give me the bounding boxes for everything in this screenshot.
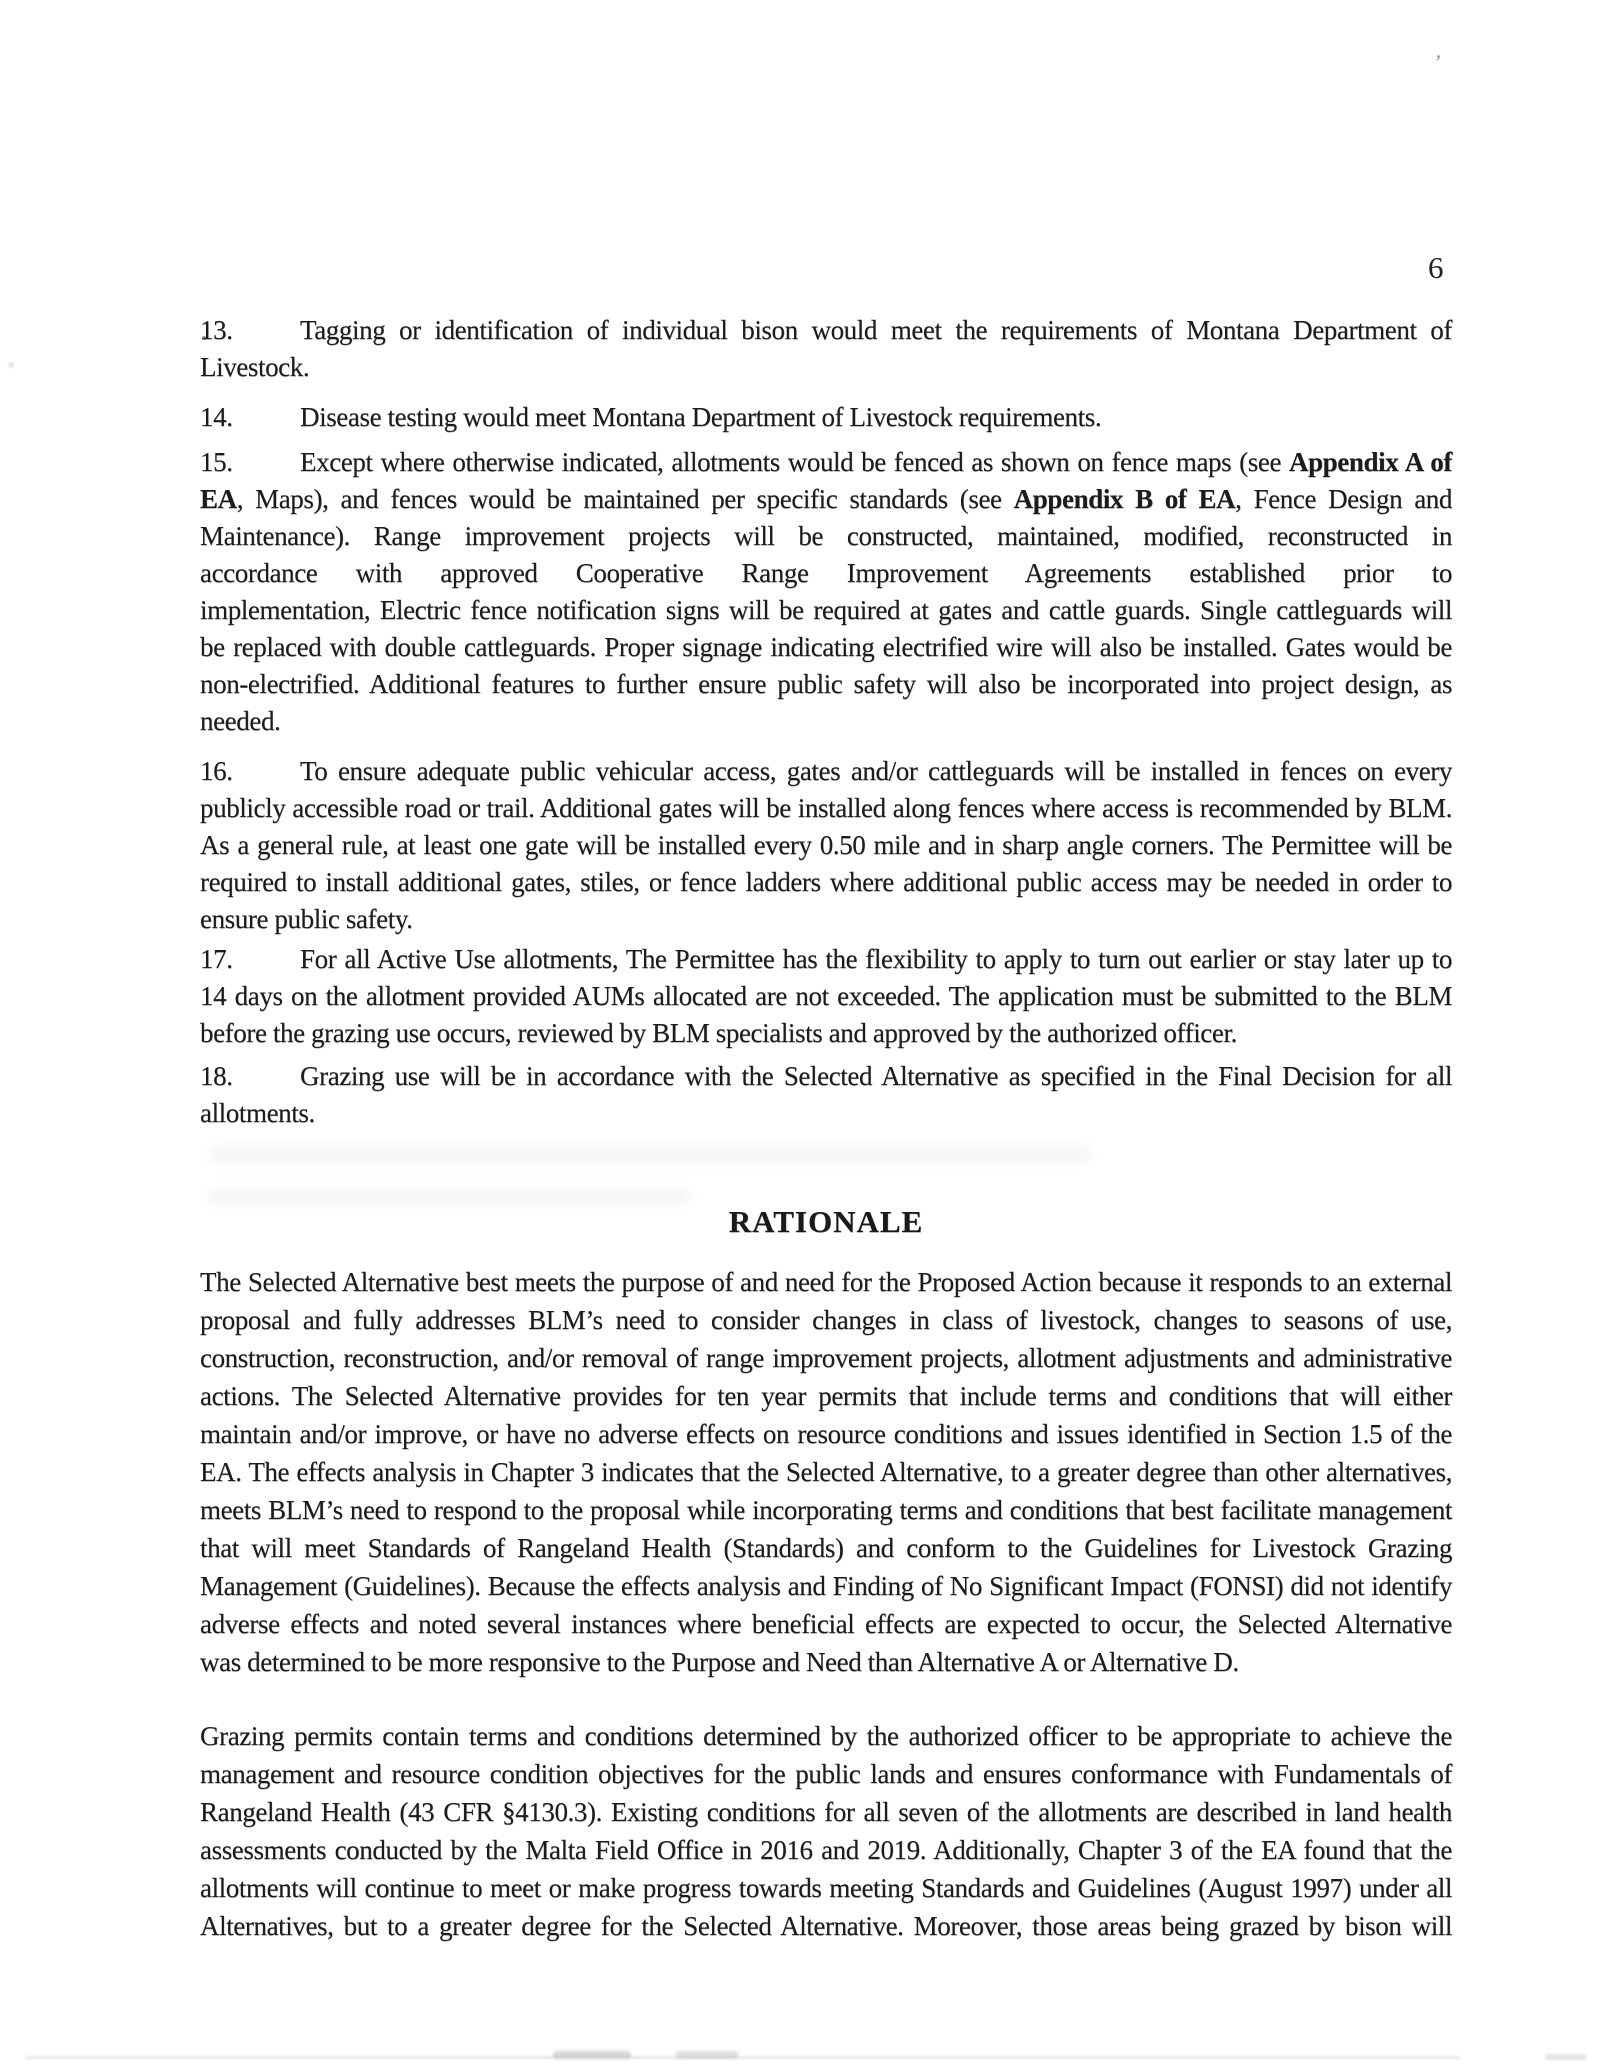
numbered-item-15 bbox=[200, 444, 1452, 740]
page-number: 6 bbox=[1428, 250, 1444, 285]
item-number: 14. bbox=[200, 402, 233, 432]
text-line: allotments will continue to meet or make progress towards meeting Standards and Guidelines (August 1997) under all bbox=[200, 1873, 1452, 1903]
rationale-paragraph-1 bbox=[200, 1263, 1452, 1681]
text-line: Livestock. bbox=[200, 352, 310, 382]
text-line: EA. The effects analysis in Chapter 3 indicates that the Selected Alternative, to a greater degree than other alternatives, bbox=[200, 1457, 1452, 1487]
item-number: 13. bbox=[200, 315, 233, 345]
text-line: implementation, Electric fence notification signs will be required at gates and cattle guards. Single cattleguards will bbox=[200, 595, 1452, 625]
numbered-item-16 bbox=[200, 753, 1452, 938]
text-line: proposal and fully addresses BLM’s need to consider changes in class of livestock, changes to seasons of use, bbox=[200, 1305, 1452, 1335]
text-line: ensure public safety. bbox=[200, 904, 413, 934]
text-line: EA, Maps), and fences would be maintained per specific standards (see Appendix B of EA, Fence Design and bbox=[200, 484, 1453, 514]
text-line: that will meet Standards of Rangeland Health (Standards) and conform to the Guidelines for Livestock Grazing bbox=[200, 1533, 1452, 1563]
text-line: maintain and/or improve, or have no adverse effects on resource conditions and issues identified in Section 1.5 of the bbox=[200, 1419, 1452, 1449]
text-line: Rangeland Health (43 CFR §4130.3). Existing conditions for all seven of the allotments are described in land health bbox=[200, 1797, 1452, 1827]
text-line: needed. bbox=[200, 706, 281, 736]
text-line: before the grazing use occurs, reviewed by BLM specialists and approved by the authorized officer. bbox=[200, 1018, 1237, 1048]
text-line: 18. Grazing use will be in accordance with the Selected Alternative as specified in the Final Decision for all bbox=[200, 1058, 1452, 1095]
text-line: Grazing permits contain terms and conditions determined by the authorized officer to be appropriate to achieve the bbox=[200, 1721, 1452, 1751]
item-number: 17. bbox=[200, 944, 233, 974]
text-line: adverse effects and noted several instances where beneficial effects are expected to occur, the Selected Alternative bbox=[200, 1609, 1452, 1639]
item-number: 18. bbox=[200, 1061, 233, 1091]
text-line: be replaced with double cattleguards. Proper signage indicating electrified wire will also be installed. Gates would be bbox=[200, 632, 1452, 662]
scan-edge-mark bbox=[676, 2051, 738, 2058]
text-line: Alternatives, but to a greater degree for the Selected Alternative. Moreover, those areas being grazed by bison will bbox=[200, 1911, 1452, 1941]
text-line: 14 days on the allotment provided AUMs allocated are not exceeded. The application must be submitted to the BLM bbox=[200, 981, 1452, 1011]
text-line: assessments conducted by the Malta Field Office in 2016 and 2019. Additionally, Chapter 3 of the EA found that the bbox=[200, 1835, 1452, 1865]
item-number: 15. bbox=[200, 447, 233, 477]
text-line: construction, reconstruction, and/or removal of range improvement projects, allotment adjustments and administrative bbox=[200, 1343, 1452, 1373]
rationale-paragraph-2 bbox=[200, 1717, 1452, 1945]
text-line: allotments. bbox=[200, 1098, 315, 1128]
numbered-item-17 bbox=[200, 941, 1452, 1052]
scan-edge-mark bbox=[1545, 2054, 1587, 2060]
scan-smudge bbox=[210, 1190, 690, 1204]
scan-edge-mark bbox=[553, 2051, 631, 2058]
text-line: The Selected Alternative best meets the purpose of and need for the Proposed Action because it responds to an external bbox=[200, 1267, 1452, 1297]
scan-edge-line bbox=[25, 2056, 1460, 2059]
numbered-item-14 bbox=[200, 399, 1452, 436]
text-line: Management (Guidelines). Because the effects analysis and Finding of No Significant Impact (FONSI) did not identify bbox=[200, 1571, 1452, 1601]
text-line: publicly accessible road or trail. Additional gates will be installed along fences where access is recommended by BLM. bbox=[200, 793, 1452, 823]
scan-speck-left bbox=[8, 362, 14, 368]
item-number: 16. bbox=[200, 756, 233, 786]
text-line: 14. Disease testing would meet Montana Department of Livestock requirements. bbox=[200, 399, 1452, 436]
rationale-heading: RATIONALE bbox=[728, 1204, 924, 1239]
text-line: required to install additional gates, stiles, or fence ladders where additional public access may be needed in order to bbox=[200, 867, 1452, 897]
numbered-item-18 bbox=[200, 1058, 1452, 1132]
numbered-item-13 bbox=[200, 312, 1452, 386]
text-line: actions. The Selected Alternative provides for ten year permits that include terms and conditions that will either bbox=[200, 1381, 1452, 1411]
text-line: management and resource condition objectives for the public lands and ensures conformance with Fundamentals of bbox=[200, 1759, 1452, 1789]
text-line: non-electrified. Additional features to further ensure public safety will also be incorporated into project design, as bbox=[200, 669, 1452, 699]
scan-smudge bbox=[210, 1146, 1090, 1161]
text-line: accordance with approved Cooperative Range Improvement Agreements established prior to bbox=[200, 558, 1452, 588]
text-line: 17. For all Active Use allotments, The Permittee has the flexibility to apply to turn out earlier or stay later up to bbox=[200, 941, 1452, 978]
scan-speck-mark: ’ bbox=[1432, 49, 1443, 75]
text-line: 15. Except where otherwise indicated, allotments would be fenced as shown on fence maps (see Appendix A of bbox=[200, 444, 1452, 481]
text-line: Maintenance). Range improvement projects will be constructed, maintained, modified, reconstructed in bbox=[200, 521, 1452, 551]
text-line: 13. Tagging or identification of individual bison would meet the requirements of Montana Department of bbox=[200, 312, 1452, 349]
text-line: As a general rule, at least one gate will be installed every 0.50 mile and in sharp angle corners. The Permittee will be bbox=[200, 830, 1452, 860]
text-line: meets BLM’s need to respond to the proposal while incorporating terms and conditions that best facilitate management bbox=[200, 1495, 1452, 1525]
text-line: was determined to be more responsive to the Purpose and Need than Alternative A or Alternative D. bbox=[200, 1647, 1239, 1677]
text-line: 16. To ensure adequate public vehicular access, gates and/or cattleguards will be installed in fences on every bbox=[200, 753, 1452, 790]
